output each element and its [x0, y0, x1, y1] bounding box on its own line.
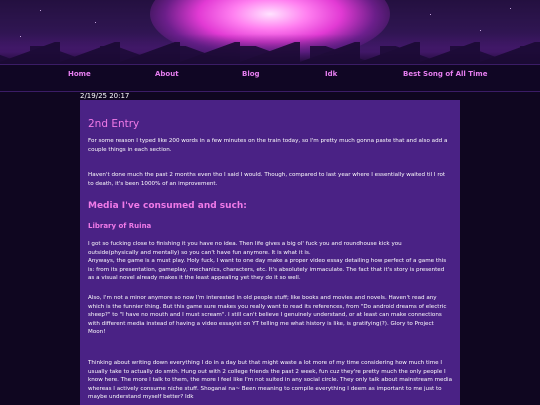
nav-best-song[interactable]: Best Song of All Time — [403, 70, 488, 78]
mountain-ridge — [0, 42, 540, 64]
section-heading: Media I've consumed and such: — [88, 201, 247, 211]
subheading: Library of Ruina — [88, 222, 152, 230]
star-dot — [480, 30, 481, 31]
post-date: 2/19/25 20:17 — [80, 92, 130, 100]
star-dot — [20, 36, 21, 37]
nav-home[interactable]: Home — [68, 70, 91, 78]
post-paragraph: Anyways, the game is a must play. Holy fuck, I want to one day make a proper video essay detailing how perfect of a game this is: from its presentation, gameplay, mechanics, characters, etc. It's absolutely immaculate. The fact that it's story is presented as a visual novel already makes it the least appealing yet they do it so well. — [88, 258, 447, 282]
post-paragraph: Also, I'm not a minor anymore so now I'm interested in old people stuff; like books and movies and novels. Haven't read any which is the funnier thing. But this game sure makes you really want to read its references, from "Do android dreams of electric sheep?" to "I have no mouth and I must scream". I still can't believe I genuinely understand, or at least can make connections with different media instead of having a video essayist on YT telling me what history is like, is gratifying(?). Glory to Project Moon! — [88, 295, 447, 336]
post-paragraph: I got so fucking close to finishing it you have no idea. Then life gives a big ol' fuck you and roundhouse kick you outside(physically and mentally) so you can't have fun anymore. It is what it is. — [88, 241, 402, 256]
star-dot — [430, 14, 431, 15]
nav-blog[interactable]: Blog — [242, 70, 260, 78]
post-update: Haven't done much the past 2 months even tho I said I would. Though, compared to last year where I essentially waited til I rot to death, it's been 1000% of an improvement. — [88, 172, 446, 187]
post-paragraph: Thinking about writing down everything I do in a day but that might waste a lot more of my time considering how much time I usually take to actually do smth. Hung out with 2 college friends the past 2 week, fun cuz they're pretty much the only people I know here. The more I talk to them, the more I feel like I'm not suited in any social circle. They only talk about mainstream media whereas I actively consume niche stuff. Shoganai na~ Been meaning to compile everything I deem as important to me just to maybe understand myself better? Idk — [88, 360, 452, 401]
nav-about[interactable]: About — [155, 70, 179, 78]
star-dot — [40, 10, 41, 11]
header-banner — [0, 0, 540, 64]
post-intro: For some reason I typed like 200 words in a few minutes on the train today, so I'm pretty much gonna paste that and also add a couple things in each section. — [88, 138, 448, 153]
main-nav — [0, 64, 540, 92]
date-bar — [0, 92, 540, 100]
nav-idk[interactable]: Idk — [325, 70, 338, 78]
star-dot — [95, 22, 96, 23]
star-dot — [510, 8, 511, 9]
post-content — [80, 100, 460, 405]
post-title: 2nd Entry — [88, 118, 140, 130]
